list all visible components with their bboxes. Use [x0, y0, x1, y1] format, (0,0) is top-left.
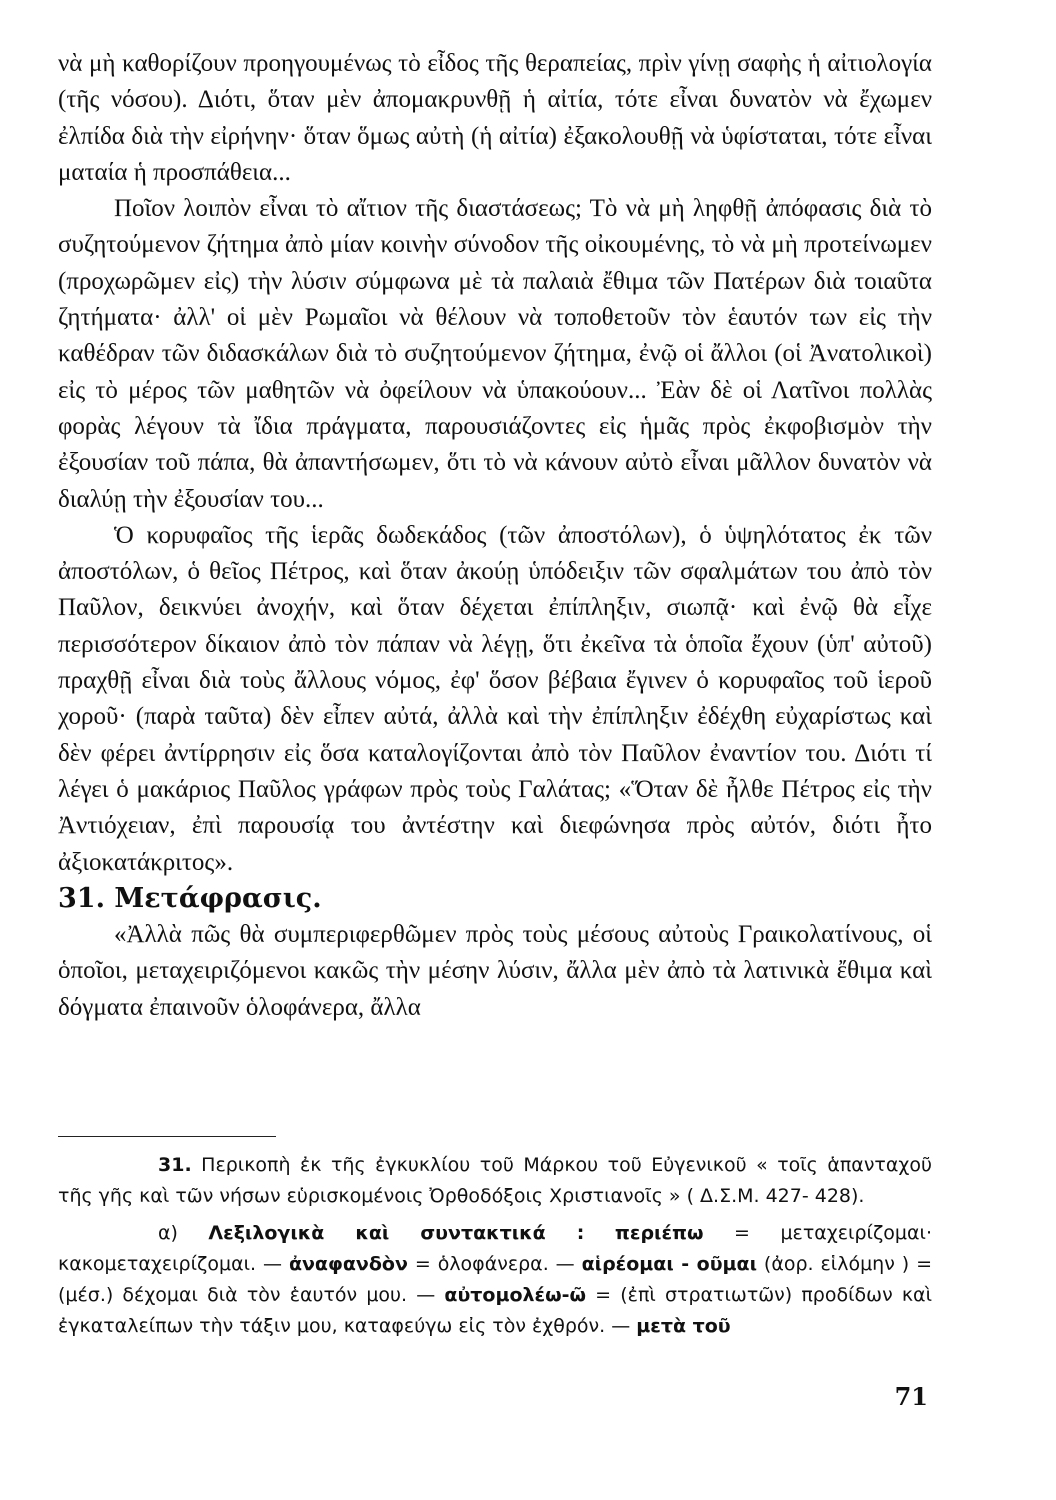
glossary-label: α): [158, 1222, 209, 1244]
glossary-definition: = (ἐπὶ στρατιωτῶν) προδίδων καὶ ἐγκαταλείπων τὴν τάξιν μου, καταφεύγω εἰς τὸν ἐχθρόν. —: [58, 1284, 932, 1337]
main-text: [58, 46, 932, 1026]
footnote-text: Περικοπὴ ἐκ τῆς ἐγκυκλίου τοῦ Μάρκου τοῦ Εὐγενικοῦ « τοῖς ἁπανταχοῦ τῆς γῆς καὶ τῶν νήσων εὑρισκομένοις Ὀρθοδόξοις Χριστιανοῖς » ( Δ.Σ.Μ. 427- 428).: [58, 1154, 932, 1207]
glossary-term: αἱρέομαι - οῦμαι: [581, 1253, 757, 1275]
page-number: 71: [894, 1382, 928, 1411]
footnote-glossary: [58, 1218, 932, 1342]
footnote-divider: [58, 1136, 276, 1137]
footnotes: [58, 1150, 932, 1342]
glossary-term: αὐτομολέω-ῶ: [444, 1284, 587, 1306]
paragraph-3: Ὁ κορυφαῖος τῆς ἱερᾶς δωδεκάδος (τῶν ἀποστόλων), ὁ ὑψηλότατος ἐκ τῶν ἀποστόλων, ὁ θεῖος Πέτρος, καὶ ὅταν ἀκούῃ ὑπόδειξιν τῶν σφαλμάτων του ἀπὸ τὸν Παῦλον, δεικνύει ἀνοχήν, καὶ ὅταν δέχεται ἐπίπληξιν, σιωπᾷ· καὶ ἐνῷ θὰ εἶχε περισσότερον δίκαιον ἀπὸ τὸν πάπαν νὰ λέγῃ, ὅτι ἐκεῖνα τὰ ὁποῖα ἔχουν (ὑπ' αὐτοῦ) πραχθῇ εἶναι διὰ τοὺς ἄλλους νόμος, ἐφ' ὅσον βέβαια ἔγινεν ὁ κορυφαῖος τοῦ ἱεροῦ χοροῦ· (παρὰ ταῦτα) δὲν εἶπεν αὐτά, ἀλλὰ καὶ τὴν ἐπίπληξιν ἐδέχθη εὐχαρίστως καὶ δὲν φέρει ἀντίρρησιν εἰς ὅσα καταλογίζονται ἀπὸ τὸν Παῦλον ἐναντίον του. Διότι τί λέγει ὁ μακάριος Παῦλος γράφων πρὸς τοὺς Γαλάτας; «Ὅταν δὲ ἦλθε Πέτρος εἰς τὴν Ἀντιόχειαν, ἐπὶ παρουσίᾳ του ἀντέστην καὶ διεφώνησα πρὸς αὐτόν, διότι ἦτο ἀξιοκατάκριτος».: [58, 521, 932, 876]
paragraph-4: «Ἀλλὰ πῶς θὰ συμπεριφερθῶμεν πρὸς τοὺς μέσους αὐτοὺς Γραικολατίνους, οἱ ὁποῖοι, μεταχειριζόμενοι κακῶς τὴν μέσην λύσιν, ἄλλα μὲν ἀπὸ τὰ λατινικὰ ἔθιμα καὶ δόγματα ἐπαινοῦν ὁλοφάνερα, ἄλλα: [58, 921, 932, 1021]
glossary-definition: (ἀορ. εἱλόμην ) = (μέσ.) δέχομαι διὰ τὸν ἑαυτόν μου. —: [58, 1253, 933, 1306]
footnote-number: 31.: [158, 1154, 192, 1176]
glossary-heading: Λεξιλογικὰ καὶ συντακτικά :: [208, 1222, 585, 1244]
glossary-term: μετὰ τοῦ: [636, 1315, 731, 1337]
paragraph-1: νὰ μὴ καθορίζουν προηγουμένως τὸ εἶδος τῆς θεραπείας, πρὶν γίνῃ σαφὴς ἡ αἰτιολογία (τῆς νόσου). Διότι, ὅταν μὲν ἀπομακρυνθῇ ἡ αἰτία, τότε εἶναι δυνατὸν νὰ ἔχωμεν ἐλπίδα διὰ τὴν εἰρήνην· ὅταν ὅμως αὐτὴ (ἡ αἰτία) ἐξακολουθῇ νὰ ὑφίσταται, τότε εἶναι ματαία ἡ προσπάθεια...: [58, 50, 932, 186]
paragraph-2: Ποῖον λοιπὸν εἶναι τὸ αἴτιον τῆς διαστάσεως; Τὸ νὰ μὴ ληφθῇ ἀπόφασις διὰ τὸ συζητούμενον ζήτημα ἀπὸ μίαν κοινὴν σύνοδον τῆς οἰκουμένης, τὸ νὰ μὴ προτείνωμεν (προχωρῶμεν εἰς) τὴν λύσιν σύμφωνα μὲ τὰ παλαιὰ ἔθιμα τῶν Πατέρων διὰ τοιαῦτα ζητήματα· ἀλλ' οἱ μὲν Ρωμαῖοι νὰ θέλουν νὰ τοποθετοῦν τὸν ἑαυτόν των εἰς τὴν καθέδραν τῶν διδασκάλων διὰ τὸ συζητούμενον ζήτημα, ἐνῷ οἱ ἄλλοι (οἱ Ἀνατολικοὶ) εἰς τὸ μέρος τῶν μαθητῶν νὰ ὀφείλουν νὰ ὑπακούουν... Ἐὰν δὲ οἱ Λατῖνοι πολλὰς φορὰς λέγουν τὰ ἴδια πράγματα, παρουσιάζοντες εἰς ἡμᾶς πρὸς ἐκφοβισμὸν τὴν ἐξουσίαν τοῦ πάπα, θὰ ἀπαντήσωμεν, ὅτι τὸ νὰ κάνουν αὐτὸ εἶναι μᾶλλον δυνατὸν νὰ διαλύῃ τὴν ἐξουσίαν του...: [58, 195, 932, 513]
glossary-term: ἀναφανδὸν: [288, 1253, 408, 1275]
glossary-definition: = ὁλοφάνερα. —: [407, 1253, 582, 1275]
glossary-term: περιέπω: [614, 1222, 704, 1244]
footnote-31: [58, 1150, 932, 1212]
section-heading: 31. Μετάφρασις.: [58, 882, 322, 914]
glossary-definition: = μεταχειρίζομαι· κακομεταχειρίζομαι. —: [58, 1222, 932, 1275]
